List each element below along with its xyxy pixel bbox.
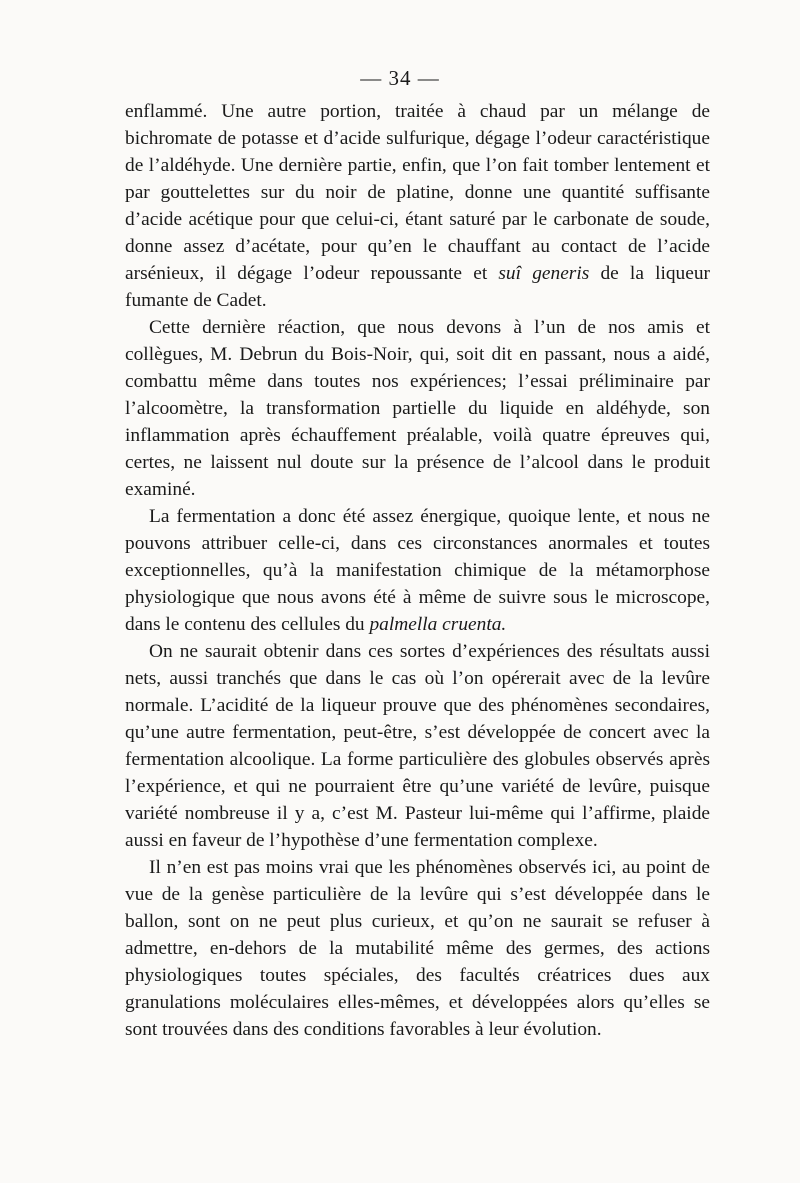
paragraph-text: La fermentation a donc été assez énergique, quoique lente, et nous ne pouvons attribuer celle-ci, dans ces circonstances anormales et toutes exceptionnelles, qu’à la manifestation chimique de la métamorphose physiologique que nous avons été à même de suivre sous le microscope, dans le contenu des cellules du [125, 506, 710, 635]
page-number: — 34 — [360, 66, 440, 90]
paragraph-text: On ne saurait obtenir dans ces sortes d’expériences des résultats aussi nets, aussi tranchés que dans le cas où l’on opérerait avec de la levûre normale. L’acidité de la liqueur prouve que des phénomènes secondaires, qu’une autre fermentation, peut-être, s’est développée de concert avec la fermentation alcoolique. La forme particulière des globules observés après l’expérience, et qui ne pourraient être qu’une variété de levûre, puisque variété nombreuse il y a, c’est M. Pasteur lui-même qui l’affirme, plaide aussi en faveur de l’hypothèse d’une fermentation complexe. [125, 641, 710, 851]
paragraph-2 [125, 314, 710, 503]
paragraph-text: de la liqueur fumante de Cadet. [125, 263, 711, 311]
italic-term: palmella cruenta. [369, 614, 507, 635]
paragraph-text: Cette dernière réaction, que nous devons à l’un de nos amis et collègues, M. Debrun du Bois-Noir, qui, soit dit en passant, nous a aidé, combattu même dans toutes nos expériences; l’essai préliminaire par l’alcoomètre, la transformation partielle du liquide en aldéhyde, son inflammation après échauffement préalable, voilà quatre épreuves qui, certes, ne laissent nul doute sur la présence de l’alcool dans le produit examiné. [125, 317, 710, 500]
italic-term: suî generis [498, 263, 590, 284]
paragraph-3 [125, 503, 710, 638]
paragraph-text: Il n’en est pas moins vrai que les phénomènes observés ici, au point de vue de la genèse particulière de la levûre qui s’est développée dans le ballon, sont on ne peut plus curieux, et qu’on ne saurait se refuser à admettre, en-dehors de la mutabilité même des germes, des actions physiologiques toutes spéciales, des facultés créatrices dues aux granulations moléculaires elles-mêmes, et développées alors qu’elles se sont trouvées dans des conditions favorables à leur évolution. [125, 857, 710, 1040]
paragraph-1 [125, 98, 710, 314]
paragraph-4 [125, 638, 710, 854]
paragraph-text: enflammé. Une autre portion, traitée à chaud par un mélange de bichromate de potasse et d’acide sulfurique, dégage l’odeur caractéristique de l’aldéhyde. Une dernière partie, enfin, que l’on fait tomber lentement et par gouttelettes sur du noir de platine, donne une quantité suffisante d’acide acétique pour que celui-ci, étant saturé par le carbonate de soude, donne assez d’acétate, pour qu’en le chauffant au contact de l’acide arsénieux, il dégage l’odeur repoussante et [125, 101, 710, 284]
body-text [125, 98, 710, 1043]
paragraph-5 [125, 854, 710, 1043]
